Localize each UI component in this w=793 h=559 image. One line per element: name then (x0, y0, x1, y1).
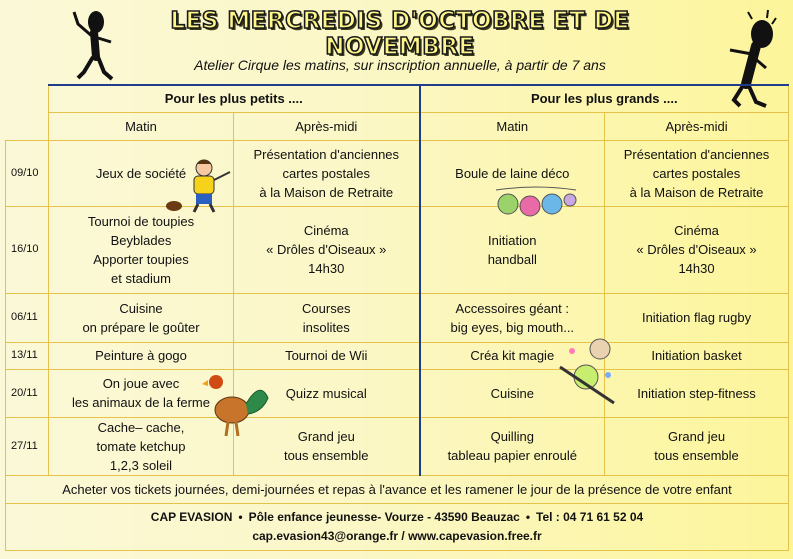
activity-cell-big-afternoon (605, 369, 789, 417)
activity-text-line: tous ensemble (654, 448, 739, 463)
activity-text-line: Présentation d'anciennes (623, 146, 770, 162)
page-title: LES MERCREDIS D'OCTOBRE ET DE NOVEMBRE (170, 8, 630, 60)
org-name: CAP EVASION (150, 509, 233, 524)
col-header-big-afternoon: Après-midi (605, 112, 789, 140)
activity-cell-small-morning (49, 206, 234, 293)
activity-text-line: insolites (302, 319, 350, 335)
activity-text-line: tous ensemble (283, 448, 369, 463)
activity-cell-big-afternoon (605, 140, 789, 206)
activity-cell-small-afternoon (234, 342, 420, 369)
col-header-small-afternoon: Après-midi (234, 112, 420, 140)
notice-text: Acheter vos tickets journées, demi-journées et repas à l'avance et les ramener le jour de la présence de votre enfant (6, 475, 789, 503)
group-big-header: Pour les plus grands .... (420, 85, 789, 112)
activity-text-line: Initiation basket (651, 348, 742, 363)
activity-text-line: cartes postales (282, 165, 370, 181)
activity-text-line: On joue avec (102, 376, 180, 391)
activity-text-line: Grand jeu (297, 429, 355, 444)
col-header-big-morning: Matin (420, 112, 605, 140)
activity-cell-big-afternoon (605, 206, 789, 293)
dancing-figure-left-illustration (66, 2, 126, 84)
activity-text-line: Tournoi de Wii (285, 348, 368, 363)
schedule-table (5, 84, 789, 551)
activity-cell-small-afternoon (234, 293, 420, 342)
activity-text-line: Quilling (490, 429, 534, 444)
activity-cell-big-morning (420, 206, 605, 293)
schedule-row (6, 140, 789, 206)
activity-text-line: Initiation flag rugby (641, 310, 752, 325)
contact-row (6, 503, 789, 550)
activity-text-line: on prépare le goûter (82, 319, 200, 335)
row-date: 13/11 (6, 342, 49, 369)
org-web: cap.evasion43@orange.fr / www.capevasion.free.fr (252, 528, 542, 543)
rooster-illustration (202, 372, 272, 438)
org-phone: Tel : 04 71 61 52 04 (536, 509, 644, 524)
activity-text-line: big eyes, big mouth... (450, 319, 575, 335)
activity-text-line: « Drôles d'Oiseaux » (636, 242, 757, 257)
activity-text-line: Apporter toupies (93, 251, 189, 267)
activity-text-line: Accessoires géant : (455, 300, 569, 316)
activity-text-line: « Drôles d'Oiseaux » (266, 242, 387, 257)
activity-text-line: cartes postales (652, 165, 741, 181)
activity-cell-big-morning (420, 417, 605, 475)
activity-text-line: handball (487, 251, 537, 267)
row-date: 20/11 (6, 369, 49, 417)
activity-text-line: 1,2,3 soleil (109, 457, 173, 473)
schedule-row (6, 293, 789, 342)
activity-text-line: Présentation d'anciennes (253, 146, 400, 162)
activity-text-line: Grand jeu (667, 429, 726, 444)
group-header-row (6, 85, 789, 112)
activity-text-line: et stadium (111, 270, 171, 286)
activity-text-line: Cuisine (490, 385, 534, 401)
schedule-row (6, 206, 789, 293)
yarn-balls-illustration (492, 184, 580, 218)
activity-cell-small-afternoon (234, 140, 420, 206)
activity-text-line: les animaux de la ferme (71, 395, 210, 410)
schedule-row (6, 369, 789, 417)
activity-text-line: Quizz musical (285, 385, 367, 401)
activity-cell-small-afternoon (234, 206, 420, 293)
activity-cell-small-morning (49, 293, 234, 342)
activity-text-line: Cache– cache, (97, 419, 185, 435)
activity-text-line: 14h30 (308, 261, 345, 276)
activity-text-line: Courses (302, 300, 351, 316)
row-date: 09/10 (6, 140, 49, 206)
group-small-header: Pour les plus petits .... (49, 85, 420, 112)
row-date: 06/11 (6, 293, 49, 342)
magic-kit-illustration (556, 335, 618, 405)
activity-text-line: Initiation step-fitness (637, 385, 756, 401)
activity-text-line: Cinéma (303, 223, 349, 238)
row-date: 16/10 (6, 206, 49, 293)
activity-text-line: Boule de laine déco (455, 165, 570, 181)
page-subtitle: Atelier Cirque les matins, sur inscription annuelle, à partir de 7 ans (194, 57, 606, 73)
contact-block: CAP EVASION • Pôle enfance jeunesse- Vourze - 43590 Beauzac • Tel : 04 71 61 52 04 cap.evasion43@orange.fr / www.capevasion.free.fr (6, 503, 789, 550)
activity-text-line: Cuisine (119, 300, 163, 316)
activity-text-line: à la Maison de Retraite (259, 184, 394, 200)
activity-cell-big-afternoon (605, 342, 789, 369)
activity-text-line: Cinéma (674, 223, 719, 238)
activity-text-line: 14h30 (678, 261, 715, 276)
activity-text-line: tableau papier enroulé (447, 448, 577, 463)
child-playing-illustration (164, 156, 238, 214)
org-address: Pôle enfance jeunesse- Vourze - 43590 Beauzac (248, 509, 520, 524)
activity-cell-big-afternoon (605, 293, 789, 342)
notice-row (6, 475, 789, 503)
activity-cell-big-afternoon (605, 417, 789, 475)
activity-text-line: Tournoi de toupies (87, 213, 195, 229)
schedule-row (6, 342, 789, 369)
activity-text-line: Beyblades (110, 232, 172, 248)
activity-text-line: à la Maison de Retraite (629, 184, 764, 200)
activity-text-line: Initiation (488, 232, 537, 248)
schedule-row (6, 417, 789, 475)
activity-text-line: Jeux de société (95, 165, 187, 181)
row-date: 27/11 (6, 417, 49, 475)
col-header-small-morning: Matin (49, 112, 234, 140)
activity-cell-small-morning (49, 342, 234, 369)
activity-text-line: Créa kit magie (470, 348, 555, 363)
activity-text-line: Peinture à gogo (95, 348, 187, 363)
activity-text-line: tomate ketchup (96, 438, 186, 454)
column-header-row (6, 112, 789, 140)
